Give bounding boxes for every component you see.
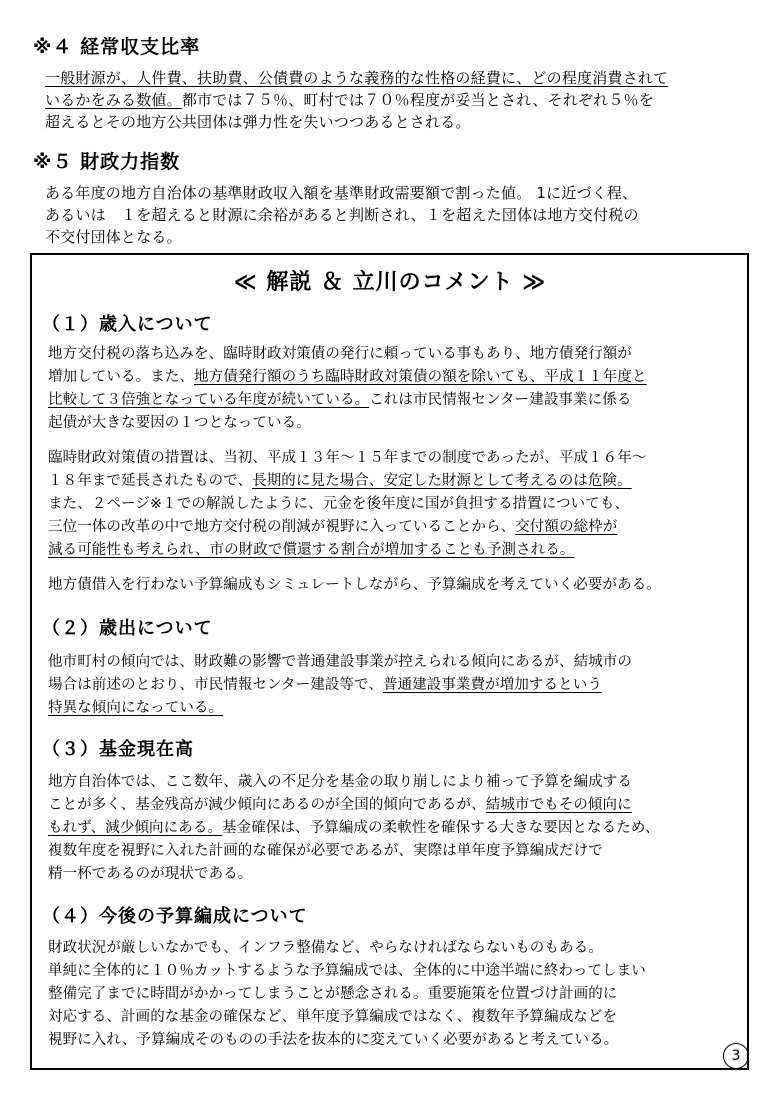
section-expenditure-paragraph: 他市町村の傾向では、財政難の影響で普通建設事業が控えられる傾向にあるが、結城市の 場合は前述のとおり、市民情報センター建設等で、普通建設事業費が増加するという 特異な傾向になっている。 xyxy=(48,654,632,716)
commentary-title: ≪ 解説 ＆ 立川のコメント ≫ xyxy=(233,270,547,295)
section-fund-heading: （３）基金現在高 xyxy=(42,739,194,760)
note4-line: いるかをみる数値。都市では７５％、町村では７０％程度が妥当とされ、それぞれ５％を xyxy=(45,91,654,109)
section-future-budget-heading: （４）今後の予算編成について xyxy=(42,906,308,927)
section-future-budget-paragraph: 財政状況が厳しいなかでも、インフラ整備など、やらなければならないものもある。 単純に全体的に１０％カットするような予算編成では、全体的に中途半端に終わってしまい 整備完了までに時間がかかってしまうことが懸念される。重要施策を位置づけ計画的に 対応する、計画的な基金の確保など、単年度予算編成ではなく、複数年予算編成などを 視野に入れ、予算編成そのものの手法を抜本的に変えていく必要があると考えている。 xyxy=(48,940,646,1048)
page-number: 3 xyxy=(723,1043,749,1069)
note4-line: 超えるとその地方公共団体は弾力性を失いつつあるとされる。 xyxy=(45,113,471,131)
section-fund-paragraph: 地方自治体では、ここ数年、歳入の不足分を基金の取り崩しにより補って予算を編成する ことが多く、基金残高が減少傾向にあるのが全国的傾向であるが、結城市でもその傾向に もれず、減少傾向にある。基金確保は、予算編成の柔軟性を確保する大きな要因となるため、 複数年度を視野に入れた計画的な確保が必要であるが、実際は単年度予算編成だけで 精一杯であるのが現状である。 xyxy=(48,774,660,882)
note4-heading: ※４ 経常収支比率 xyxy=(33,36,201,58)
note5-line: あるいは １を超えると財源に余裕があると判断され、１を超えた団体は地方交付税の xyxy=(45,206,639,224)
note4-line: 一般財源が、人件費、扶助費、公債費のような義務的な性格の経費に、どの程度消費されて xyxy=(45,69,669,87)
section-revenue-paragraph: 地方交付税の落ち込みを、臨時財政対策債の発行に頼っている事もあり、地方債発行額が 増加している。また、地方債発行額のうち臨時財政対策債の額を除いても、平成１１年度と 比較して３倍強となっている年度が続いている。これは市民情報センター建設事業に係る 起債が大きな要因の１つとなっている。 xyxy=(48,346,647,431)
note5-heading: ※５ 財政力指数 xyxy=(33,151,181,173)
note5-line: ある年度の地方自治体の基準財政収入額を基準財政需要額で割った値。 1に近づく程、 xyxy=(45,184,638,202)
section-revenue-heading: （１）歳入について xyxy=(42,314,213,335)
note5-body xyxy=(45,182,639,248)
note4-body xyxy=(45,67,668,133)
section-expenditure-heading: （２）歳出について xyxy=(42,618,213,639)
note5-line: 不交付団体となる。 xyxy=(45,228,182,246)
section-revenue-paragraph: 臨時財政対策債の措置は、当初、平成１３年～１５年までの制度であったが、平成１６年～ １８年まで延長されたもので、長期的に見た場合、安定した財源として考えるのは危険。 また、２ページ※１での解説したように、元金を後年度に国が負担する措置についても、 三位一体の改革の中で地方交付税の削減が視野に入っていることから、交付額の総枠が 減る可能性も考えられ、市の財政で償還する割合が増加することも予測される。 xyxy=(48,450,647,558)
section-revenue-paragraph: 地方債借入を行わない予算編成もシミュレートしながら、予算編成を考えていく必要がある。 xyxy=(48,577,661,593)
